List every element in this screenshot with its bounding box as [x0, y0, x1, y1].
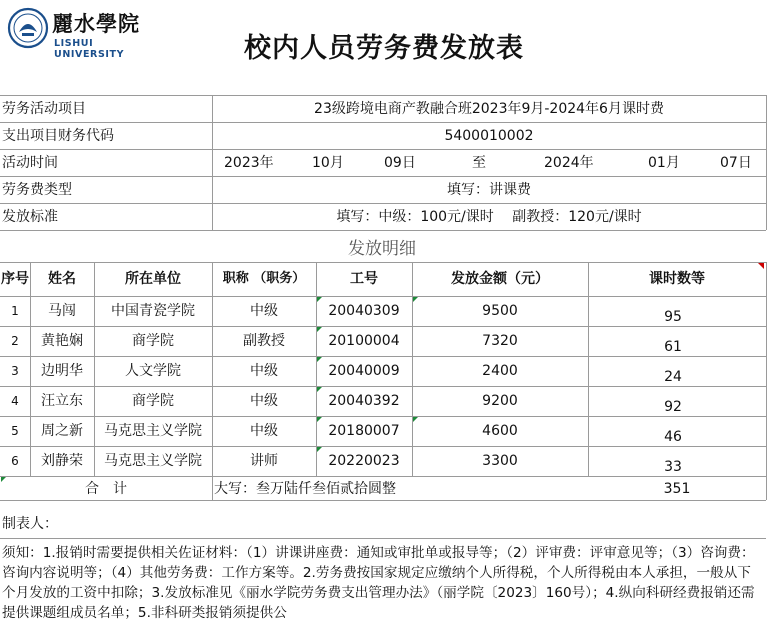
cell-marker: [413, 417, 418, 422]
cell-id: 20180007: [328, 423, 400, 439]
column-header-rank: 职称 （职务）: [222, 271, 306, 286]
cell-name: 汪立东: [41, 393, 83, 409]
cell-amount: 7320: [482, 333, 518, 349]
grid-line: [0, 203, 766, 204]
cell-seq: 2: [11, 334, 19, 348]
cell-marker: [317, 357, 322, 362]
cell-seq: 3: [11, 364, 19, 378]
cell-id: 20220023: [328, 453, 400, 469]
cell-amount: 2400: [482, 363, 518, 379]
comment-indicator: [758, 263, 764, 269]
fee-type-value: 填写：讲课费: [447, 182, 531, 198]
start-month: 10月: [312, 155, 344, 171]
cell-marker: [317, 297, 322, 302]
cell-amount: 9500: [482, 303, 518, 319]
total-label: 合 计: [85, 481, 127, 497]
project-label: 劳务活动项目: [2, 101, 86, 117]
grid-line: [0, 149, 766, 150]
fee-type-label: 劳务费类型: [2, 182, 72, 198]
grid-line: [0, 296, 766, 297]
cell-seq: 6: [11, 454, 19, 468]
cell-hours: 46: [664, 429, 682, 445]
cell-marker: [413, 297, 418, 302]
cell-rank: 讲师: [250, 453, 278, 469]
column-header-amount: 发放金额（元）: [451, 271, 549, 287]
cell-dept: 中国青瓷学院: [111, 303, 195, 319]
cell-rank: 副教授: [243, 333, 285, 349]
cell-id: 20040392: [328, 393, 400, 409]
grid-line: [766, 95, 767, 230]
to-label: 至: [472, 155, 486, 171]
column-header-id: 工号: [350, 271, 378, 287]
total-amount-in-words: 大写：叁万陆仟叁佰贰拾圆整: [214, 481, 396, 497]
end-month: 01月: [648, 155, 680, 171]
column-header-seq: 序号: [1, 271, 29, 287]
grid-line: [0, 95, 766, 96]
column-header-name: 姓名: [48, 271, 76, 287]
preparer-label: 制表人：: [2, 516, 58, 532]
cell-id: 20100004: [328, 333, 400, 349]
cell-dept: 商学院: [132, 393, 174, 409]
cell-seq: 4: [11, 394, 19, 408]
cell-marker: [317, 387, 322, 392]
finance-code-label: 支出项目财务代码: [2, 128, 114, 144]
cell-hours: 33: [664, 459, 682, 475]
cell-dept: 人文学院: [125, 363, 181, 379]
grid-line: [0, 230, 766, 231]
grid-line: [0, 538, 766, 539]
grid-line: [0, 500, 766, 501]
standard-label: 发放标准: [2, 209, 58, 225]
cell-rank: 中级: [250, 393, 278, 409]
cell-rank: 中级: [250, 303, 278, 319]
start-year: 2023年: [224, 155, 274, 171]
start-day: 09日: [384, 155, 416, 171]
logo-chinese-name: 麗水學院: [52, 11, 140, 36]
standard-value: 填写：中级：100元/课时 副教授：120元/课时: [336, 209, 642, 225]
cell-dept: 商学院: [132, 333, 174, 349]
cell-marker: [317, 417, 322, 422]
cell-hours: 92: [664, 399, 682, 415]
cell-name: 黄艳娴: [41, 333, 83, 349]
grid-line: [0, 176, 766, 177]
cell-amount: 3300: [482, 453, 518, 469]
cell-dept: 马克思主义学院: [104, 453, 202, 469]
cell-name: 刘静荣: [41, 453, 83, 469]
cell-rank: 中级: [250, 423, 278, 439]
cell-id: 20040009: [328, 363, 400, 379]
cell-marker: [317, 327, 322, 332]
cell-id: 20040309: [328, 303, 400, 319]
activity-time-label: 活动时间: [2, 155, 58, 171]
end-year: 2024年: [544, 155, 594, 171]
grid-line: [0, 262, 766, 263]
cell-name: 边明华: [41, 363, 83, 379]
grid-line: [0, 122, 766, 123]
cell-name: 周之新: [41, 423, 83, 439]
cell-rank: 中级: [250, 363, 278, 379]
cell-dept: 马克思主义学院: [104, 423, 202, 439]
cell-amount: 9200: [482, 393, 518, 409]
cell-hours: 95: [664, 309, 682, 325]
cell-amount: 4600: [482, 423, 518, 439]
column-header-dept: 所在单位: [125, 271, 181, 287]
column-header-hours: 课时数等: [649, 271, 705, 287]
cell-hours: 24: [664, 369, 682, 385]
cell-seq: 1: [11, 304, 19, 318]
cell-hours: 61: [664, 339, 682, 355]
cell-marker: [1, 477, 6, 482]
detail-section-title: 发放明细: [348, 239, 416, 259]
end-day: 07日: [720, 155, 752, 171]
cell-name: 马闯: [48, 303, 76, 319]
cell-seq: 5: [11, 424, 19, 438]
grid-line: [766, 262, 767, 500]
total-hours: 351: [663, 481, 691, 497]
notes-text: 须知：1.报销时需要提供相关佐证材料：（1）讲课讲座费：通知或审批单或报导等；（2）评审费：评审意见等；（3）咨询费：咨询内容说明等；（4）其他劳务费：工作方案等。2.劳务费按国家规定应缴纳个人所得税，个人所得税由本人承担，一般从下个月发放的工资中扣除；3.发放标准见《丽水学院劳务费支出管理办法》（丽学院〔2023〕160号）；4.纵向科研经费报销还需提供课题组成员名单；5.非科研类报销须提供公: [2, 545, 755, 621]
project-value: 23级跨境电商产教融合班2023年9月-2024年6月课时费: [314, 101, 664, 117]
cell-marker: [317, 447, 322, 452]
page-title: 校内人员劳务费发放表: [244, 33, 524, 64]
logo-english-name: LISHUI UNIVERSITY: [54, 38, 125, 60]
finance-code-value: 5400010002: [444, 128, 534, 144]
